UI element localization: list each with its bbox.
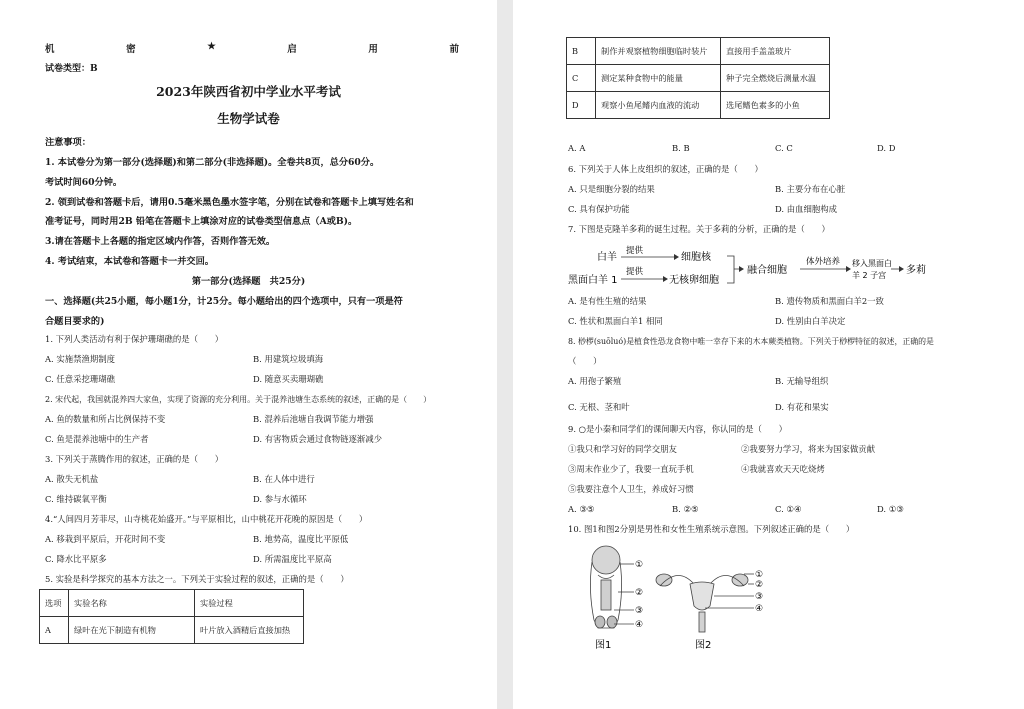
table-cell: D — [567, 92, 596, 119]
option: A. 实施禁渔期制度 — [45, 354, 115, 364]
exam-title: 2023年陕西省初中学业水平考试 — [156, 84, 341, 99]
label-transfer-1: 移入黑面白 — [852, 259, 892, 268]
section-heading: 一、选择题(共25小题，每小题1分，计25分。每小题给出的四个选项中，只有一项是符 — [45, 296, 403, 307]
question-stem: 1. 下列人类活动有利于保护珊瑚礁的是（ ） — [45, 334, 224, 344]
notice-line: 3.请在答题卡上各题的指定区域内作答，否则作答无效。 — [45, 236, 276, 247]
question-stem: 10. 图1和图2分别是男性和女性生殖系统示意图。下列叙述正确的是（ ） — [568, 524, 855, 534]
table-cell: B — [567, 38, 596, 65]
question-stem: 3. 下列关于蒸腾作用的叙述，正确的是（ ） — [45, 454, 224, 464]
option: B. 主要分布在心脏 — [775, 184, 846, 194]
notice-line: 2. 领到试卷和答题卡后，请用0.5毫米黑色墨水签字笔，分别在试卷和答题卡上填写姓名和 — [45, 197, 414, 208]
label-dolly: 多莉 — [906, 265, 926, 276]
label-heimian-1: 黑面白羊 1 — [568, 275, 618, 286]
option: D. 所需温度比平原高 — [253, 554, 332, 564]
label-provide-2: 提供 — [626, 267, 644, 277]
option: D. ①③ — [877, 504, 904, 514]
statement: ②我要努力学习，将来为国家做贡献 — [741, 444, 875, 454]
figure-number: ③ — [635, 606, 644, 616]
option: A. 移栽到平原后，开花时间不变 — [45, 534, 166, 544]
secret-char: 密 — [126, 44, 136, 55]
table-header-cell: 实验名称 — [69, 590, 195, 617]
option: B. 遗传物质和黑面白羊2一致 — [775, 296, 884, 306]
experiment-table-part1 — [39, 589, 304, 644]
female-system-figure — [656, 574, 754, 632]
figure-number: ① — [635, 560, 644, 570]
arrow-head — [739, 266, 744, 272]
option: A. ③⑤ — [568, 504, 595, 514]
table-cell: C — [567, 65, 596, 92]
question-stem: 4.“人间四月芳菲尽，山寺桃花始盛开。”与平原相比，山中桃花开花晚的原因是（ ） — [45, 514, 368, 524]
reproductive-figures — [568, 540, 768, 655]
option: A. 散失无机盐 — [45, 474, 99, 484]
section-heading: 合题目要求的) — [45, 316, 105, 327]
figure-caption: 图1 — [595, 640, 612, 651]
notice-line: 考试时间60分钟。 — [45, 177, 123, 188]
table-header-cell: 实验过程 — [195, 590, 304, 617]
figure-number: ③ — [755, 592, 764, 602]
option: B. B — [672, 143, 690, 153]
label-nucleus: 细胞核 — [681, 252, 711, 263]
notice-line: 4. 考试结束，本试卷和答题卡一并交回。 — [45, 256, 214, 267]
option: D. 有害物质会通过食物链逐渐减少 — [253, 434, 382, 444]
option: D. 有花和果实 — [775, 402, 829, 412]
arrow-head — [674, 254, 679, 260]
merge-bracket — [727, 256, 739, 283]
option: A. 鱼的数量和所占比例保持不变 — [45, 414, 166, 424]
question-stem: 5. 实验是科学探究的基本方法之一。下列关于实验过程的叙述，正确的是（ ） — [45, 574, 349, 584]
table-cell: 制作并观察植物细胞临时装片 — [596, 38, 721, 65]
option: D. 参与水循环 — [253, 494, 307, 504]
option: B. 无输导组织 — [775, 376, 829, 386]
table-cell: 测定某种食物中的能量 — [596, 65, 721, 92]
paper-type: 试卷类型：B — [45, 64, 98, 74]
table-cell: 直接用手盖盖玻片 — [721, 38, 830, 65]
table-cell: 观察小鱼尾鳍内血液的流动 — [596, 92, 721, 119]
figure-caption: 图2 — [695, 640, 712, 651]
notice-line: 1. 本试卷分为第一部分(选择题)和第二部分(非选择题)。全卷共8页，总分60分。 — [45, 157, 380, 168]
arrow-head — [663, 276, 668, 282]
option: D. 随意买卖珊瑚礁 — [253, 374, 324, 384]
secret-char: 机 — [45, 44, 55, 55]
experiment-table-part2 — [566, 37, 830, 119]
option: D. 由血细胞构成 — [775, 204, 837, 214]
option: B. ②⑤ — [672, 504, 699, 514]
table-cell: 选尾鳍色素多的小鱼 — [721, 92, 830, 119]
secret-char: 前 — [449, 44, 459, 55]
option: D. D — [877, 143, 896, 153]
question-stem: 7. 下图是克隆羊多莉的诞生过程。关于多莉的分析，正确的是（ ） — [568, 224, 830, 234]
option: B. 用建筑垃圾填海 — [253, 354, 324, 364]
label-baiyang: 白羊 — [597, 252, 617, 263]
option: C. 具有保护功能 — [568, 204, 630, 214]
option: A. 用孢子繁殖 — [568, 376, 622, 386]
statement: ④我就喜欢天天吃烧烤 — [741, 464, 825, 474]
figure-number: ② — [635, 588, 644, 598]
table-cell: A — [40, 617, 69, 644]
figure-number: ④ — [635, 620, 644, 630]
table-header-cell: 选项 — [40, 590, 69, 617]
secret-char: ★ — [207, 41, 216, 52]
notice-heading: 注意事项： — [45, 137, 91, 148]
label-fused-cell: 融合细胞 — [747, 265, 787, 276]
notice-line: 准考证号，同时用2B 铅笔在答题卡上填涂对应的试卷类型信息点（A或B)。 — [45, 216, 358, 227]
option: C. 性状和黑面白羊1 相同 — [568, 316, 663, 326]
table-cell: 叶片放入酒精后直接加热 — [195, 617, 304, 644]
statement: ③周末作业少了，我要一直玩手机 — [568, 464, 694, 474]
option: C. C — [775, 143, 793, 153]
figure-number: ① — [755, 570, 764, 580]
option: A. 是有性生殖的结果 — [568, 296, 647, 306]
label-culture: 体外培养 — [806, 257, 841, 267]
label-enucleated-egg: 无核卵细胞 — [669, 275, 719, 286]
cloning-diagram — [566, 238, 936, 294]
option: C. 任意采挖珊瑚礁 — [45, 374, 116, 384]
exam-subject: 生物学试卷 — [217, 111, 280, 126]
option: C. ①④ — [775, 504, 802, 514]
secret-line — [45, 41, 459, 55]
page-right — [513, 0, 1024, 709]
secret-char: 启 — [287, 44, 297, 55]
statement: ⑤我要注意个人卫生，养成好习惯 — [568, 484, 694, 494]
option: C. 维持碳氧平衡 — [45, 494, 107, 504]
option: B. 地势高，温度比平原低 — [253, 534, 349, 544]
table-cell: 种子完全燃烧后测量水温 — [721, 65, 830, 92]
arrow-head — [846, 266, 851, 272]
question-stem: 8. 桫椤(suōluó)是植食性恐龙食物中唯一幸存下来的木本蕨类植物。下列关于桫椤特征的叙述，正确的是 — [568, 337, 934, 346]
table-cell: 绿叶在光下制造有机物 — [69, 617, 195, 644]
question-stem: 2. 宋代起，我国就混养四大家鱼，实现了资源的充分利用。关于混养池塘生态系统的叙述，正确的是（ ） — [45, 395, 432, 404]
figure-number: ② — [755, 580, 764, 590]
page-left — [0, 0, 497, 709]
option: C. 鱼是混养池塘中的生产者 — [45, 434, 149, 444]
label-transfer-2: 羊 2 子宫 — [852, 271, 887, 280]
question-stem: 9. ○是小秦和同学们的课间聊天内容，你认同的是（ ） — [568, 424, 787, 434]
label-provide-1: 提供 — [626, 246, 644, 256]
question-stem: （ ） — [568, 356, 602, 366]
option: C. 无根、茎和叶 — [568, 402, 630, 412]
figure-number: ④ — [755, 604, 764, 614]
secret-char: 用 — [368, 44, 378, 55]
option: A. A — [568, 143, 586, 153]
option: B. 在人体中进行 — [253, 474, 315, 484]
statement: ①我只和学习好的同学交朋友 — [568, 444, 677, 454]
option: B. 混养后池塘自我调节能力增强 — [253, 414, 374, 424]
option: A. 只是细胞分裂的结果 — [568, 184, 655, 194]
question-stem: 6. 下列关于人体上皮组织的叙述，正确的是（ ） — [568, 164, 763, 174]
part-title: 第一部分(选择题 共25分) — [191, 276, 306, 287]
option: D. 性别由白羊决定 — [775, 316, 846, 326]
option: C. 降水比平原多 — [45, 554, 107, 564]
arrow-head — [899, 266, 904, 272]
male-system-figure — [590, 546, 634, 628]
